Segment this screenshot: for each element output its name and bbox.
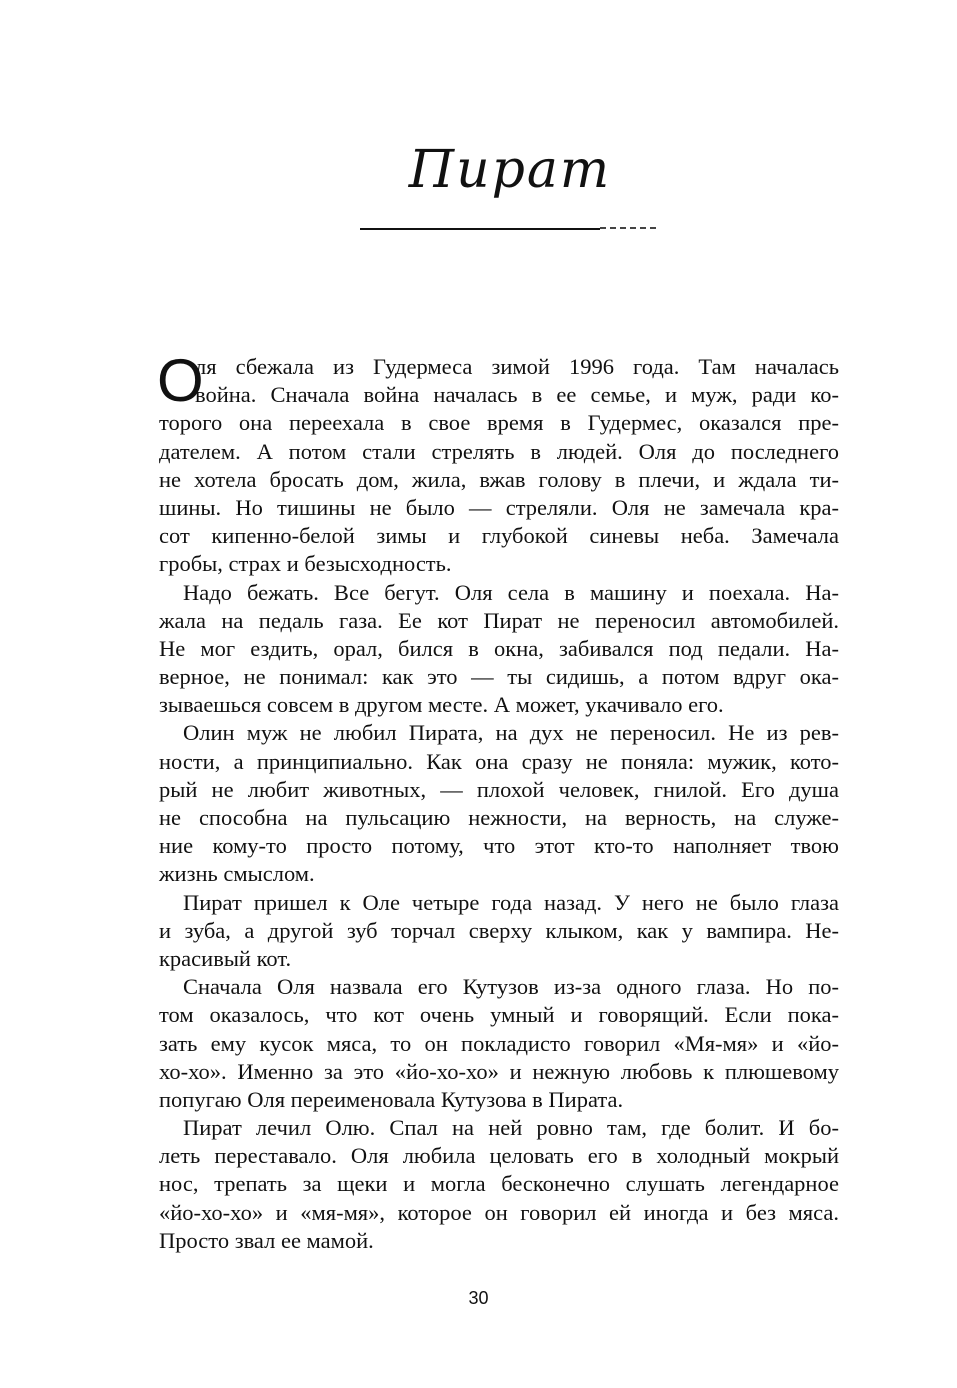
text-line: верное, не понимал: как это — ты сидишь, а потом вдруг ока- xyxy=(159,664,839,690)
text-line: сот кипенно-белой зимы и глубокой синевы неба. Замечала xyxy=(159,523,839,549)
text-line: жизнь смыслом. xyxy=(159,861,315,887)
paragraph xyxy=(157,347,839,579)
text-line: Надо бежать. Все бегут. Оля села в машину и поехала. На- xyxy=(183,579,839,605)
text-line: не способна на пульсацию нежности, на верность, на служе- xyxy=(159,805,839,830)
title-underline xyxy=(360,228,600,230)
text-line: жала на педаль газа. Ее кот Пират не переносил автомобилей. xyxy=(159,607,839,633)
text-line: Пират пришел к Оле четыре года назад. У него не было глаза xyxy=(183,889,839,915)
page-number: 30 xyxy=(468,1288,489,1308)
drop-cap: О xyxy=(157,347,204,414)
text-line: Пират лечил Олю. Спал на ней ровно там, где болит. И бо- xyxy=(183,1115,839,1141)
text-line: шины. Но тишины не было — стреляли. Оля не замечала кра- xyxy=(159,494,839,520)
text-line: Не мог ездить, орал, бился в окна, забивался под педали. На- xyxy=(159,635,839,661)
text-line: зываешься совсем в другом месте. А может, укачивало его. xyxy=(159,692,724,718)
text-line: война. Сначала война началась в ее семье, и муж, ради ко- xyxy=(195,382,839,408)
text-line: гробы, страх и безысходность. xyxy=(159,551,452,577)
paragraph xyxy=(159,1114,839,1255)
text-line: Сначала Оля назвала его Кутузов из-за одного глаза. Но по- xyxy=(183,974,839,1000)
text-line: торого она переехала в свое время в Гудермес, оказался пре- xyxy=(159,410,839,436)
text-line: Просто звал ее мамой. xyxy=(159,1227,374,1253)
paragraph xyxy=(159,889,839,974)
text-line: ние кому-то просто потому, что этот кто-то наполняет твою xyxy=(159,833,839,859)
text-line: том оказалось, что кот очень умный и говорящий. Если пока- xyxy=(159,1002,839,1028)
paragraph xyxy=(159,579,839,720)
text-line: «йо-хо-хо» и «мя-мя», которое он говорил ей иногда и без мяса. xyxy=(159,1199,839,1225)
text-line: ности, а принципиально. Как она сразу не поняла: мужик, кото- xyxy=(159,748,839,774)
text-line: зать ему кусок мяса, то он покладисто говорил «Мя-мя» и «йо- xyxy=(159,1030,839,1056)
text-line: леть переставало. Оля любила целовать его в холодный мокрый xyxy=(159,1143,839,1169)
text-line: нос, трепать за щеки и могла бесконечно слушать легендарное xyxy=(159,1171,839,1197)
text-line: дателем. А потом стали стрелять в людей. Оля до последнего xyxy=(159,438,839,464)
chapter-body xyxy=(157,347,839,1255)
text-line: попугаю Оля переименовала Кутузова в Пирата. xyxy=(159,1086,624,1112)
text-line: и зуба, а другой зуб торчал сверху клыком, как у вампира. Не- xyxy=(159,917,839,943)
text-line: Олин муж не любил Пирата, на дух не переносил. Не из рев- xyxy=(183,720,839,746)
text-line: рый не любит животных, — плохой человек, гнилой. Его душа xyxy=(159,776,839,802)
paragraph xyxy=(159,719,839,888)
text-line: красивый кот. xyxy=(159,945,292,971)
title-underline-tail xyxy=(600,227,656,229)
text-line: ля сбежала из Гудермеса зимой 1996 года. Там началась xyxy=(195,354,839,379)
text-line: хо-хо». Именно за это «йо-хо-хо» и нежную любовь к плюшевому xyxy=(159,1058,839,1084)
paragraph xyxy=(159,973,839,1114)
text-line: не хотела бросать дом, жила, вжав голову в плечи, и ждала ти- xyxy=(159,466,839,492)
chapter-title: Пират xyxy=(408,140,612,200)
